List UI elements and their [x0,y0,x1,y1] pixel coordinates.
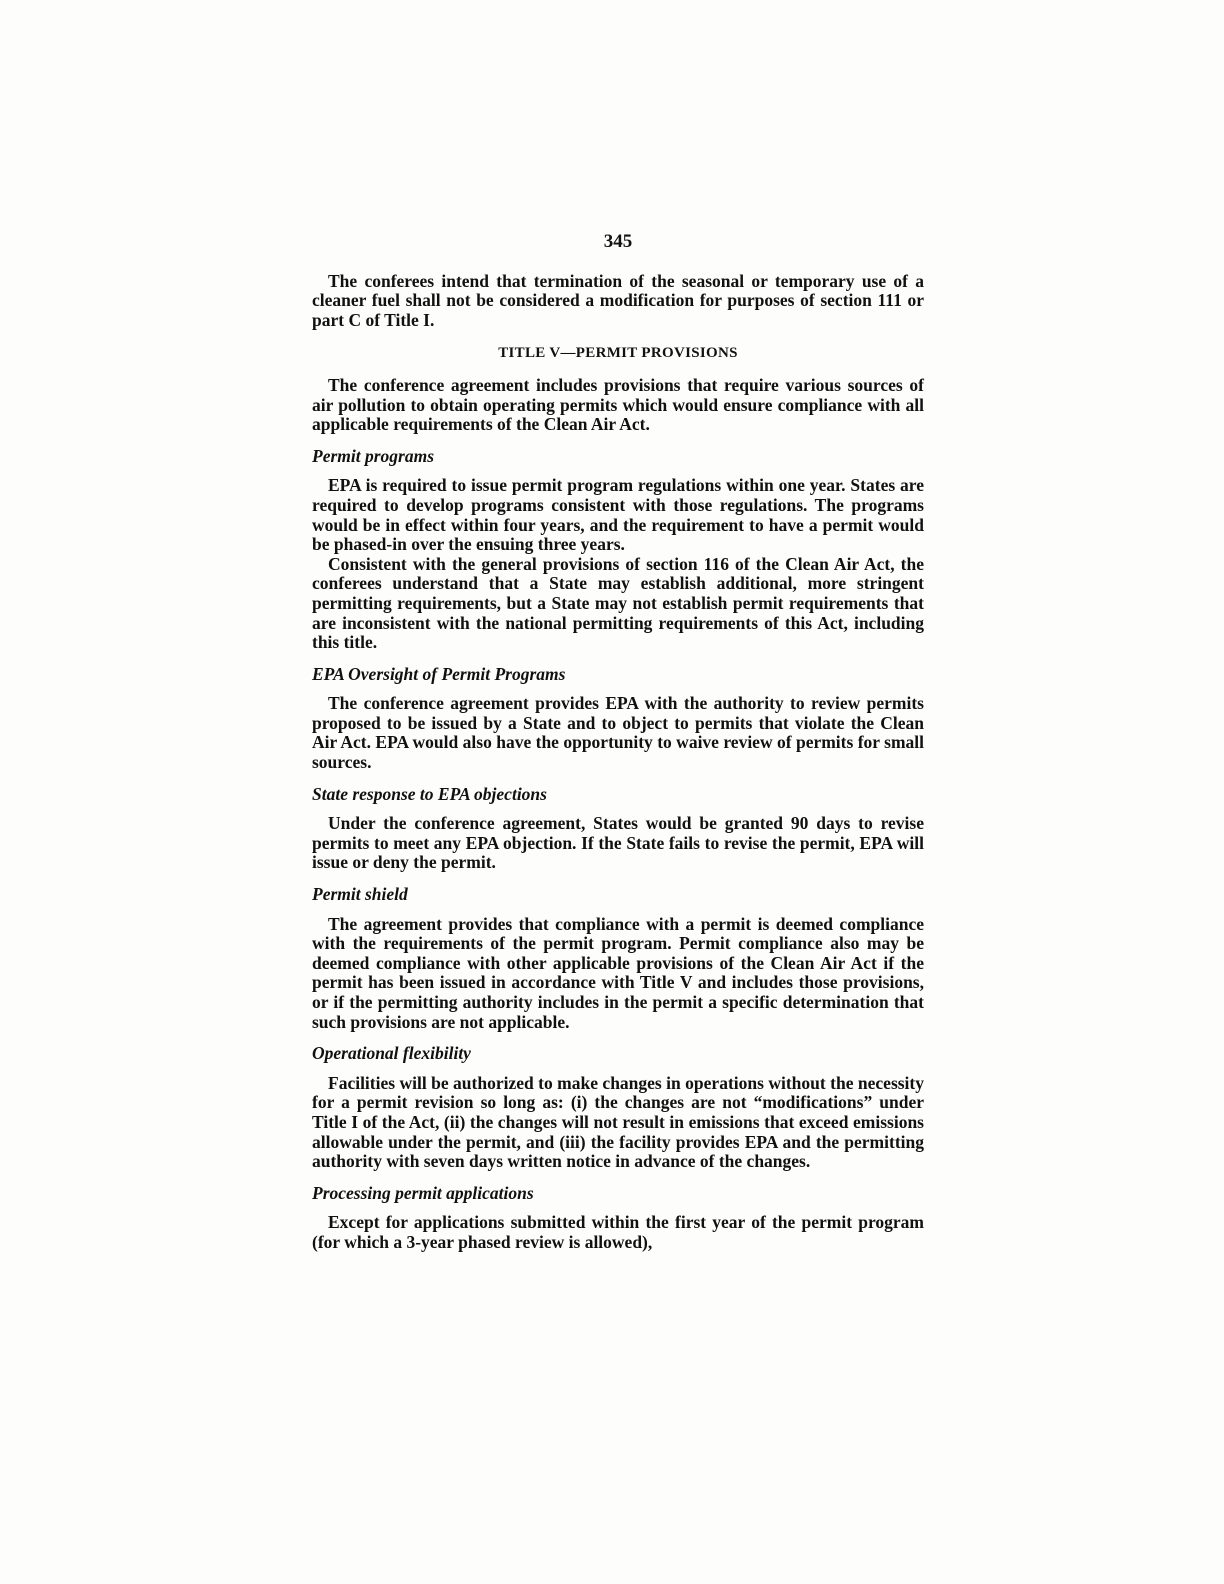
section-heading-epa-oversight: EPA Oversight of Permit Programs [312,663,566,684]
section-paragraph: Facilities will be authorized to make changes in operations without the necessity for a permit revision so long as: (i) the changes are not “modifications” under Title I of the Act, (ii) the changes will not result in emissions that exceed emissions allowable under the permit, and (iii) the facility provides EPA and the permitting authority with seven days written notice in advance of the changes. [312,1072,924,1172]
section-heading-processing-applications: Processing permit applications [312,1182,534,1203]
section-paragraph: The conference agreement provides EPA with the authority to review permits proposed to be issued by a State and to object to permits that violate the Clean Air Act. EPA would also have the opportunity to waive review of permits for small sources. [312,693,924,773]
section-heading-operational-flexibility: Operational flexibility [312,1043,471,1064]
intro-paragraph: The conferees intend that termination of the seasonal or temporary use of a cleaner fuel shall not be considered a modification for purposes of section 111 or part C of Title I. [312,270,924,330]
section-paragraph: Under the conference agreement, States would be granted 90 days to revise permits to meet any EPA objection. If the State fails to revise the permit, EPA will issue or deny the permit. [312,813,924,873]
section-paragraph: Consistent with the general provisions of section 116 of the Clean Air Act, the conferees understand that a State may establish additional, more stringent permitting requirements, but a State may not establish permit requirements that are inconsistent with the national permitting requirements of this Act, including this title. [312,553,924,653]
page-text [312,232,924,1253]
section-paragraph: The agreement provides that compliance with a permit is deemed compliance with the requirements of the permit program. Permit compliance also may be deemed compliance with other applicable provisions of the Clean Air Act if the permit has been issued in accordance with Title V and includes those provisions, or if the permitting authority includes in the permit a specific determination that such provisions are not applicable. [312,913,924,1032]
title-intro-paragraph: The conference agreement includes provisions that require various sources of air pollution to obtain operating permits which would ensure compliance with all applicable requirements of the Clean Air Act. [312,374,924,435]
section-paragraph: Except for applications submitted within the first year of the permit program (for which a 3-year phased review is allowed), [312,1212,924,1252]
page-number: 345 [603,231,633,252]
section-heading-state-response: State response to EPA objections [312,783,547,804]
section-heading-permit-programs: Permit programs [312,445,435,466]
section-paragraph: EPA is required to issue permit program regulations within one year. States are required to develop programs consistent with those regulations. The programs would be in effect within four years, and the requirement to have a permit would be phased-in over the ensuing three years. [312,475,924,555]
title-heading: TITLE V—PERMIT PROVISIONS [498,345,738,362]
section-heading-permit-shield: Permit shield [312,884,408,905]
